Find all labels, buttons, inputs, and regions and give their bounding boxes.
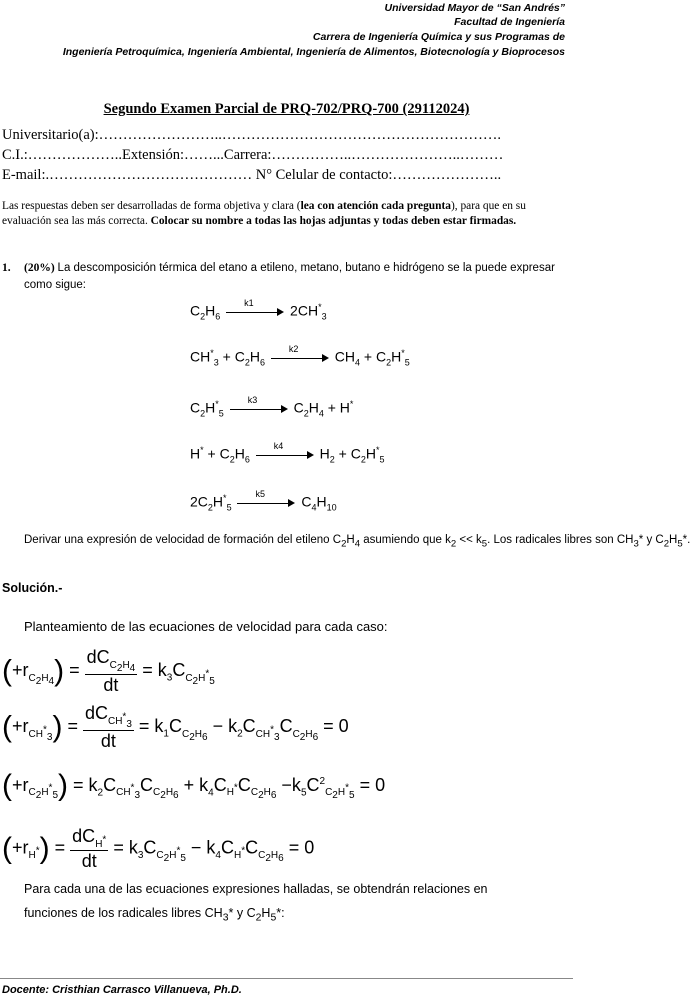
question-number: 1. (2, 262, 11, 274)
id-career-field: C.I.:………………..Extensión:……...Carrera:……………..…………………..……… (2, 147, 504, 163)
arrow-k5: k5 (237, 498, 295, 508)
reaction-2: $CH^*_3 + C_2H_6$ k2 $CH_4 + C_2H^*_5$ (190, 343, 410, 368)
question-text: (20%) La descomposición térmica del etano a etileno, metano, butano e hidrógeno se la puede expresar como sigue: (24, 262, 555, 291)
rate-equation-hydrogen-radical: $(+r_{H^*})$ = $\frac{dC_{H^*}}{dt}$ = $k_3C_{C_2H^*_5} - k_4C_{H^*}C_{C_2H_6} = 0$ (2, 826, 315, 871)
reaction-3: $C_2H^*_5$ k3 $C_2H_4 + H^*$ (190, 394, 354, 419)
reaction-5: $2C_2H^*_5$ k5 $C_4H_{10}$ (190, 488, 337, 513)
footer-divider (0, 978, 573, 979)
solution-heading: Solución.- (2, 581, 63, 595)
reaction-1: $C_2H_6$ k1 $2CH^*_3$ (190, 297, 327, 322)
arrow-k4: k4 (256, 450, 314, 460)
reaction-4: $H^* + C_2H_6$ k4 $H_2 + C_2H^*_5$ (190, 440, 385, 465)
exam-title: Segundo Examen Parcial de PRQ-702/PRQ-700 (29112024) (103, 101, 470, 117)
university-name: Universidad Mayor de “San Andrés” (384, 2, 565, 14)
faculty-name: Facultad de Ingeniería (454, 16, 565, 28)
rate-equation-ethylene: $(+r_{C_2H_4})$ = $\frac{dC_{C_2H_4}}{dt}$ = $k_3C_{C_2H^*_5}$ (2, 647, 215, 695)
solution-outro-line-2: funciones de los radicales libres $CH_3*$ y $C_2H_5*$: (24, 906, 285, 924)
arrow-k1: k1 (226, 307, 284, 317)
arrow-k2: k2 (271, 353, 329, 363)
rate-equation-methyl-radical: $(+r_{CH^*_3})$ = $\frac{dC_{CH^*_3}}{dt}$ = $k_1C_{C_2H_6} - k_2C_{CH^*_3}C_{C_2H_6} = 0$ (2, 703, 349, 751)
instructions: Las respuestas deben ser desarrolladas de forma objetiva y clara (lea con atención cada pregunta), para que en su evaluación sea las más correcta. Colocar su nombre a todas las hojas adjuntas y todas deben estar firmadas. (2, 200, 526, 227)
email-phone-field: E-mail:.…………………………………… N° Celular de contacto:………………….. (2, 167, 502, 183)
programs-list: Ingeniería Petroquímica, Ingeniería Ambiental, Ingeniería de Alimentos, Biotecnología y Bioprocesos (62, 46, 565, 58)
career-name: Carrera de Ingeniería Química y sus Programas de (312, 31, 565, 43)
solution-intro: Planteamiento de las ecuaciones de velocidad para cada caso: (24, 619, 388, 634)
footer-teacher: Docente: Cristhian Carrasco Villanueva, Ph.D. (2, 984, 242, 996)
arrow-k3: k3 (230, 404, 288, 414)
rate-equation-ethyl-radical: $(+r_{C_2H^*_5}) = k_2C_{CH^*_3}C_{C_2H_6} + k_4C_{H^*}C_{C_2H_6} -k_5C^2_{C_2H^*_5} = 0$ (2, 769, 386, 802)
student-name-field: Universitario(a):……………………..…………………………………………………. (2, 127, 502, 143)
task-line-1: Derivar una expresión de velocidad de formación del etileno $C_2H_4$ asumiendo que $k_2 << k_5$. Los radicales libres son $CH_3*$ y $C_2H_5*$. (24, 534, 690, 550)
solution-outro-line-1: Para cada una de las ecuaciones expresiones halladas, se obtendrán relaciones en (24, 882, 488, 896)
